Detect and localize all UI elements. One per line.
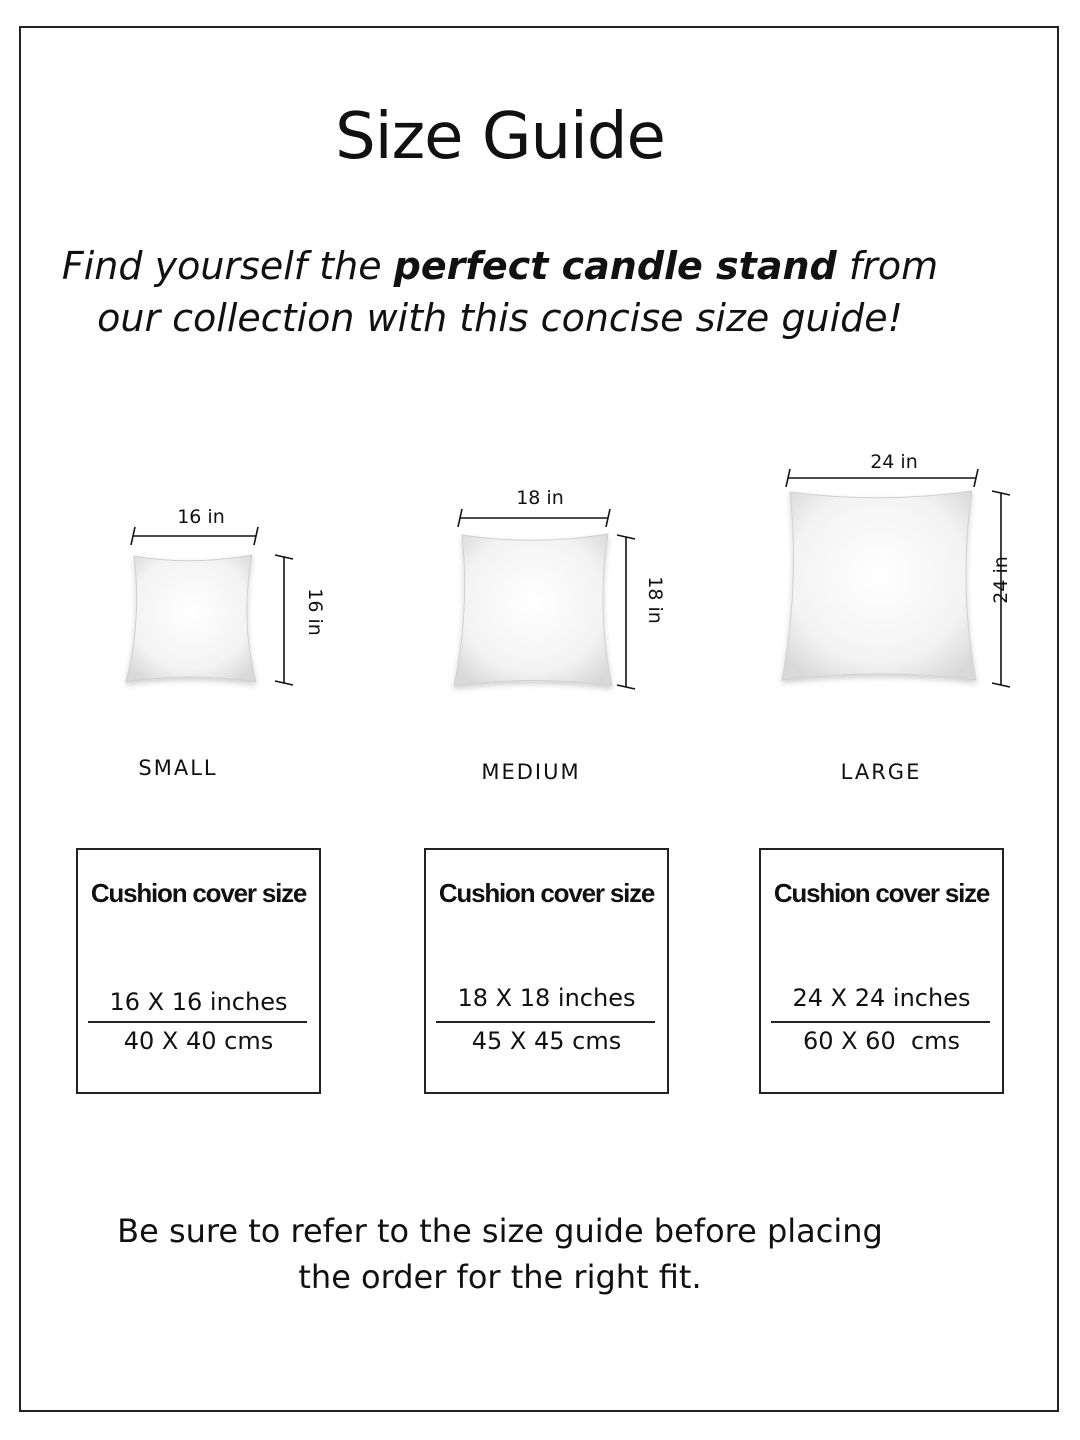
size-card-title: Cushion cover size — [438, 878, 655, 908]
size-card-divider — [88, 1021, 307, 1023]
size-card-inches: 18 X 18 inches — [457, 984, 636, 1012]
size-label-medium: MEDIUM — [481, 760, 581, 784]
medium-width-label: 18 in — [516, 487, 564, 509]
size-card-title: Cushion cover size — [90, 878, 307, 908]
small-pillow — [126, 555, 256, 682]
large-pillow — [782, 491, 976, 680]
subtitle-emphasis: perfect candle stand — [393, 244, 837, 288]
footer-line-1: Be sure to refer to the size guide before placing — [117, 1212, 883, 1250]
subtitle-line-2: our collection with this concise size guide! — [97, 296, 903, 340]
page-title: Size Guide — [335, 100, 665, 174]
size-card-small — [76, 848, 321, 1094]
medium-height-dimension — [617, 535, 635, 689]
size-card-inches: 24 X 24 inches — [792, 984, 971, 1012]
size-label-small: SMALL — [138, 756, 218, 780]
medium-pillow — [454, 534, 612, 686]
size-card-large — [759, 848, 1004, 1094]
size-card-title: Cushion cover size — [773, 878, 990, 908]
small-width-dimension — [131, 527, 258, 545]
size-card-medium — [424, 848, 669, 1094]
large-height-label: 24 in — [990, 556, 1012, 604]
small-width-label: 16 in — [177, 506, 225, 528]
size-card-inches: 16 X 16 inches — [109, 988, 288, 1016]
medium-height-label: 18 in — [644, 576, 666, 624]
size-card-divider — [771, 1021, 990, 1023]
size-card-cms: 40 X 40 cms — [123, 1027, 274, 1055]
footer-line-2: the order for the right fit. — [298, 1258, 702, 1296]
small-height-dimension — [275, 555, 293, 685]
size-card-divider — [436, 1021, 655, 1023]
size-card-cms: 45 X 45 cms — [471, 1027, 622, 1055]
footer-note — [60, 1208, 940, 1300]
size-label-large: LARGE — [840, 760, 922, 784]
subtitle-text-start: Find yourself the — [61, 244, 394, 288]
small-height-label: 16 in — [304, 588, 326, 636]
subtitle-text-end: from — [836, 244, 939, 288]
large-width-label: 24 in — [870, 451, 918, 473]
size-card-cms: 60 X 60 cms — [802, 1027, 961, 1055]
medium-width-dimension — [458, 509, 610, 527]
